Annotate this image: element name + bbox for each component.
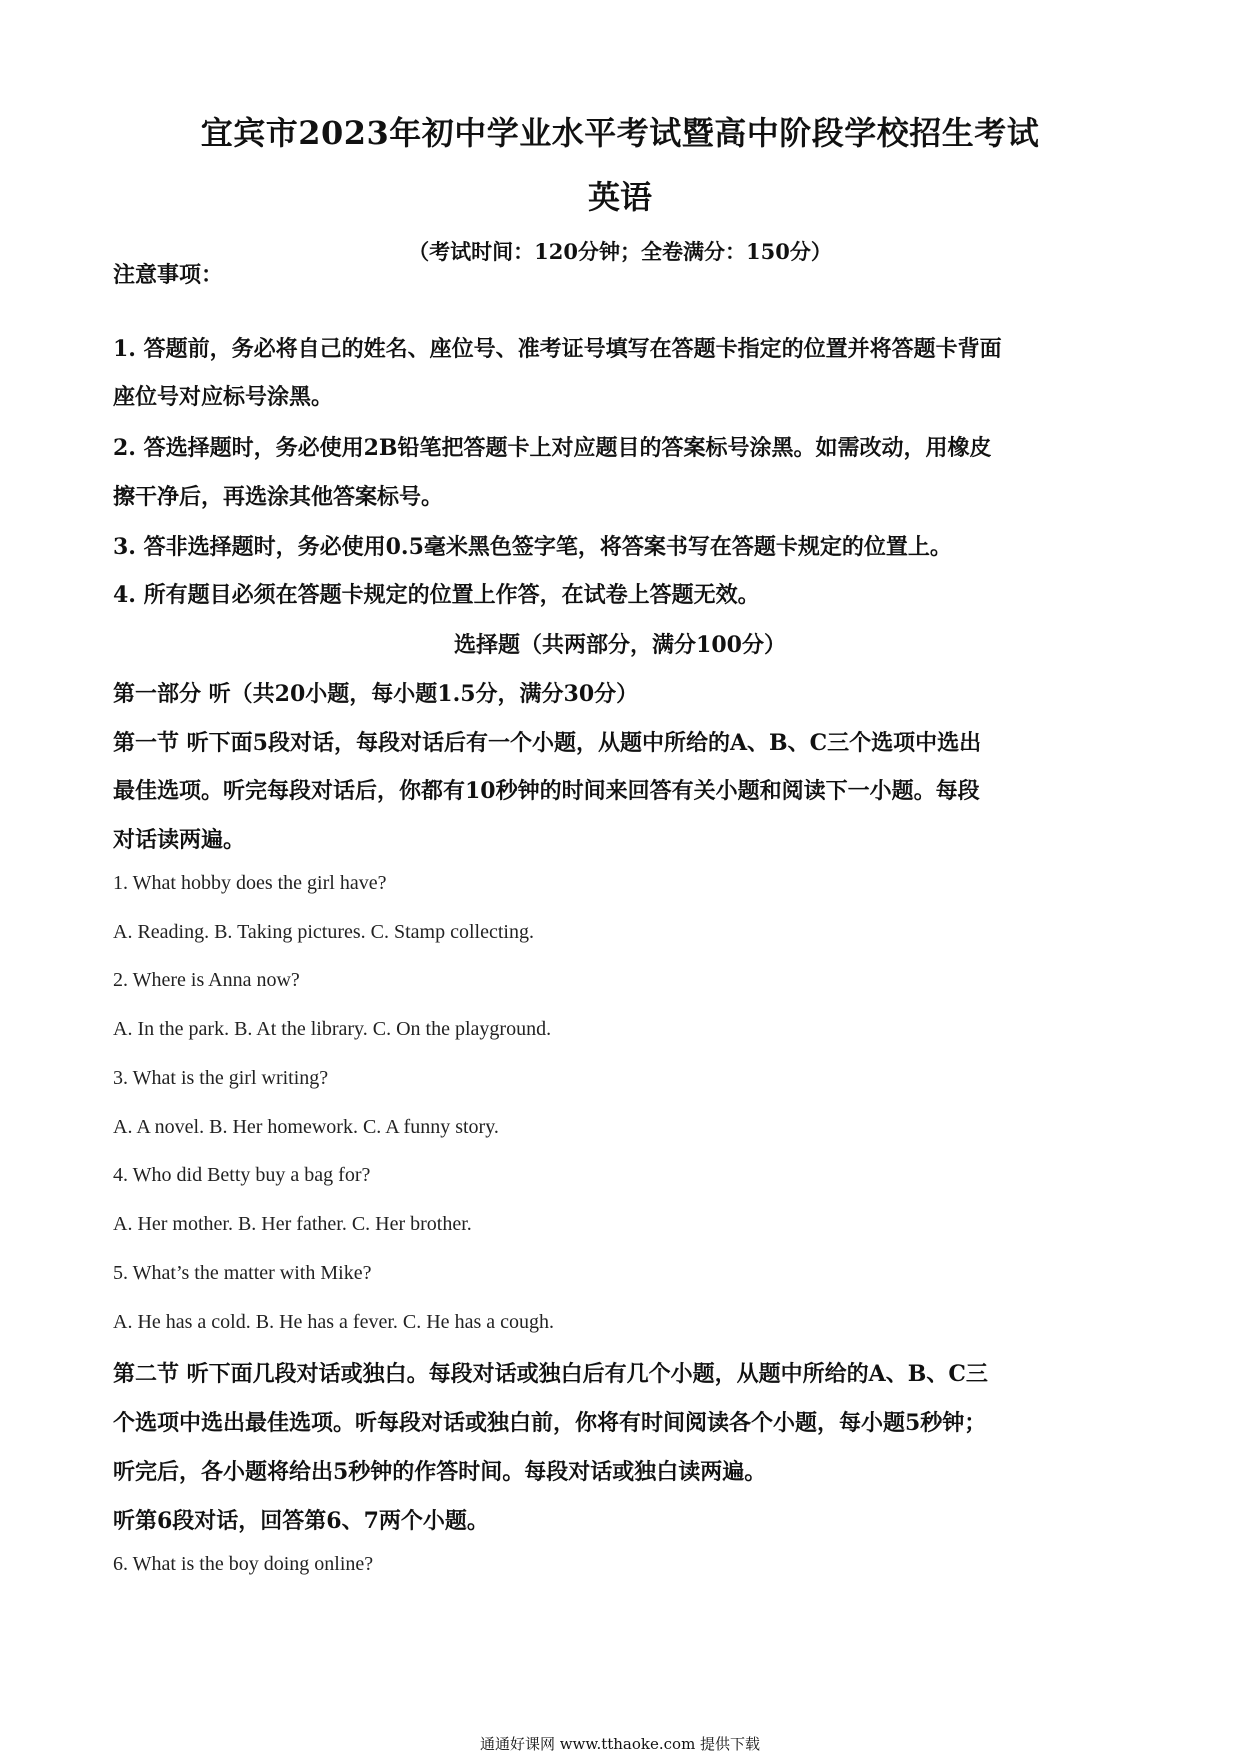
question-5: 5. What’s the matter with Mike? xyxy=(113,1262,372,1284)
part-1-heading: 第一部分 听（共20小题，每小题1.5分，满分30分） xyxy=(113,681,639,707)
section-2-line-1: 第二节 听下面几段对话或独白。每段对话或独白后有几个小题，从题中所给的A、B、C三 xyxy=(113,1361,988,1387)
note-item-1-line-2: 座位号对应标号涂黑。 xyxy=(113,384,334,410)
exam-title: 宜宾市2023年初中学业水平考试暨高中阶段学校招生考试 xyxy=(200,114,1040,152)
question-3: 3. What is the girl writing? xyxy=(113,1067,329,1089)
footer-watermark: 通通好课网 www.tthaoke.com 提供下载 xyxy=(479,1735,761,1753)
note-item-2-line-2: 擦干净后，再选涂其他答案标号。 xyxy=(113,484,444,510)
note-item-2-line-1: 2. 答选择题时，务必使用2B铅笔把答题卡上对应题目的答案标号涂黑。如需改动，用橡皮 xyxy=(113,435,992,461)
section-1-line-3: 对话读两遍。 xyxy=(113,827,246,853)
choice-section-heading: 选择题（共两部分，满分100分） xyxy=(454,632,786,658)
question-1-options: A. Reading. B. Taking pictures. C. Stamp collecting. xyxy=(113,921,534,943)
question-1: 1. What hobby does the girl have? xyxy=(113,872,387,894)
question-2-options: A. In the park. B. At the library. C. On the playground. xyxy=(113,1018,552,1040)
section-2-line-3: 听完后，各小题将给出5秒钟的作答时间。每段对话或独白读两遍。 xyxy=(113,1459,767,1485)
question-3-options: A. A novel. B. Her homework. C. A funny story. xyxy=(113,1116,499,1138)
note-item-1-line-1: 1. 答题前，务必将自己的姓名、座位号、准考证号填写在答题卡指定的位置并将答题卡背面 xyxy=(113,336,1002,362)
section-1-line-1: 第一节 听下面5段对话，每段对话后有一个小题，从题中所给的A、B、C三个选项中选出 xyxy=(113,730,982,756)
question-6: 6. What is the boy doing online? xyxy=(113,1553,374,1575)
note-item-4: 4. 所有题目必须在答题卡规定的位置上作答，在试卷上答题无效。 xyxy=(113,582,760,608)
section-1-line-2: 最佳选项。听完每段对话后，你都有10秒钟的时间来回答有关小题和阅读下一小题。每段 xyxy=(113,778,980,804)
question-5-options: A. He has a cold. B. He has a fever. C. He has a cough. xyxy=(113,1311,554,1333)
exam-info: （考试时间：120分钟；全卷满分：150分） xyxy=(408,239,832,264)
section-2-line-4: 听第6段对话，回答第6、7两个小题。 xyxy=(113,1508,489,1534)
notes-heading: 注意事项： xyxy=(113,262,224,288)
note-item-3: 3. 答非选择题时，务必使用0.5毫米黑色签字笔，将答案书写在答题卡规定的位置上。 xyxy=(113,534,952,560)
subject-title: 英语 xyxy=(587,178,652,216)
question-2: 2. Where is Anna now? xyxy=(113,969,300,991)
section-2-line-2: 个选项中选出最佳选项。听每段对话或独白前，你将有时间阅读各个小题，每小题5秒钟； xyxy=(113,1410,987,1436)
question-4-options: A. Her mother. B. Her father. C. Her brother. xyxy=(113,1213,472,1235)
question-4: 4. Who did Betty buy a bag for? xyxy=(113,1164,371,1186)
